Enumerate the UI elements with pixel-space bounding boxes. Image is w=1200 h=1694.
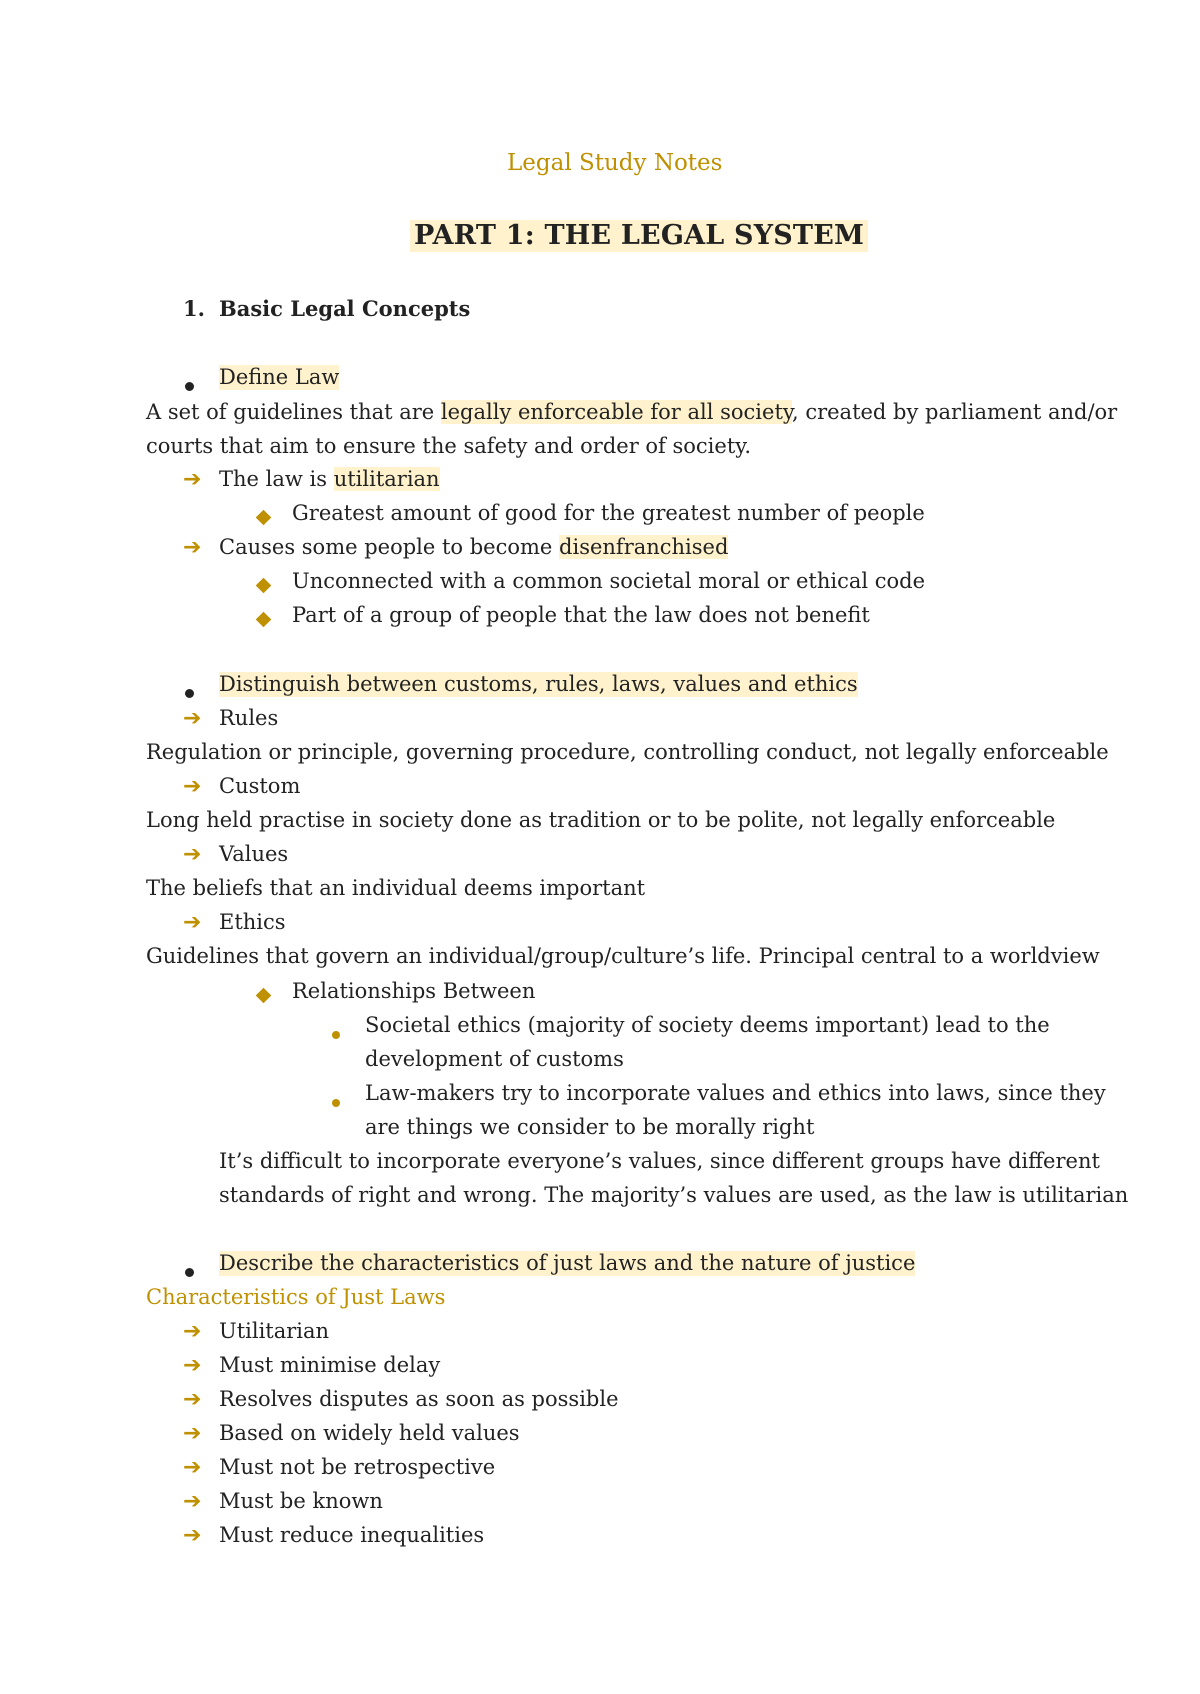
arrow-right-icon: ➔ xyxy=(183,1421,202,1446)
arrow-right-icon: ➔ xyxy=(183,1387,202,1412)
arrow-right-icon: ➔ xyxy=(183,1319,202,1344)
arrow2-highlight: disenfranchised xyxy=(559,535,729,559)
arrow2-pre: Causes some people to become xyxy=(219,535,560,559)
values-text: The beliefs that an individual deems important xyxy=(146,876,646,900)
arrow-right-icon: ➔ xyxy=(183,535,202,560)
arrow2-sub-item-2: Part of a group of people that the law does not benefit xyxy=(292,603,870,627)
bullet-dot-icon xyxy=(185,679,194,704)
just-law-item: Resolves disputes as soon as possible xyxy=(219,1387,619,1411)
just-law-item: Must minimise delay xyxy=(219,1353,441,1377)
part-heading: PART 1: THE LEGAL SYSTEM xyxy=(410,220,868,252)
define-law-paragraph-line1 xyxy=(146,400,1117,425)
define-law-para-pre: A set of guidelines that are xyxy=(146,400,441,424)
diamond-icon xyxy=(258,504,269,529)
rules-text: Regulation or principle, governing procedure, controlling conduct, not legally enforceable xyxy=(146,740,1109,764)
arrow-right-icon: ➔ xyxy=(183,1455,202,1480)
relationship-1-line1: Societal ethics (majority of society deems important) lead to the xyxy=(365,1013,1050,1037)
just-law-item: Must be known xyxy=(219,1489,383,1513)
define-law-para-post: , created by parliament and/or xyxy=(791,400,1118,424)
arrow-right-icon: ➔ xyxy=(183,1353,202,1378)
arrow-right-icon: ➔ xyxy=(183,1523,202,1548)
bullet-dot-icon xyxy=(185,1258,194,1283)
bullet-dot-icon xyxy=(185,372,194,397)
ethics-label: Ethics xyxy=(219,910,286,934)
describe-heading: Describe the characteristics of just laws and the nature of justice xyxy=(219,1251,916,1275)
custom-label: Custom xyxy=(219,774,301,798)
arrow-right-icon: ➔ xyxy=(183,1489,202,1514)
just-law-item: Must not be retrospective xyxy=(219,1455,496,1479)
arrow2-sub-item-1: Unconnected with a common societal moral or ethical code xyxy=(292,569,926,593)
rules-label: Rules xyxy=(219,706,279,730)
relationships-label: Relationships Between xyxy=(292,979,536,1003)
arrow-right-icon: ➔ xyxy=(183,842,202,867)
custom-text: Long held practise in society done as tradition or to be polite, not legally enforceable xyxy=(146,808,1056,832)
relationship-2-line2: are things we consider to be morally right xyxy=(365,1115,815,1139)
relationship-2-line1: Law-makers try to incorporate values and ethics into laws, since they xyxy=(365,1081,1106,1105)
diamond-icon xyxy=(258,606,269,631)
define-law-arrow2 xyxy=(219,535,728,560)
define-law-heading: Define Law xyxy=(219,365,340,389)
define-law-para-highlight: legally enforceable for all society xyxy=(440,400,792,424)
arrow-right-icon: ➔ xyxy=(183,910,202,935)
just-laws-subheading: Characteristics of Just Laws xyxy=(146,1285,446,1309)
just-law-item: Utilitarian xyxy=(219,1319,330,1343)
ethics-text: Guidelines that govern an individual/group/culture’s life. Principal central to a worldview xyxy=(146,944,1100,968)
document-title: Legal Study Notes xyxy=(507,150,723,176)
section-number: 1. xyxy=(183,296,205,321)
arrow1-sub-item: Greatest amount of good for the greatest number of people xyxy=(292,501,925,525)
arrow-right-icon: ➔ xyxy=(183,774,202,799)
diamond-icon xyxy=(258,572,269,597)
relationship-1-line2: development of customs xyxy=(365,1047,624,1071)
values-label: Values xyxy=(219,842,289,866)
define-law-paragraph-line2: courts that aim to ensure the safety and order of society. xyxy=(146,434,752,458)
section-title: Basic Legal Concepts xyxy=(219,296,471,321)
just-law-item: Must reduce inequalities xyxy=(219,1523,485,1547)
define-law-arrow1 xyxy=(219,467,440,492)
arrow-right-icon: ➔ xyxy=(183,467,202,492)
arrow-right-icon: ➔ xyxy=(183,706,202,731)
just-law-item: Based on widely held values xyxy=(219,1421,520,1445)
distinguish-heading: Distinguish between customs, rules, laws, values and ethics xyxy=(219,672,858,696)
diamond-icon xyxy=(258,982,269,1007)
note-line2: standards of right and wrong. The majority’s values are used, as the law is utilitarian xyxy=(219,1183,1129,1207)
small-dot-icon xyxy=(332,1088,340,1113)
note-line1: It’s difficult to incorporate everyone’s values, since different groups have different xyxy=(219,1149,1100,1173)
small-dot-icon xyxy=(332,1020,340,1045)
arrow1-pre: The law is xyxy=(219,467,334,491)
arrow1-highlight: utilitarian xyxy=(333,467,440,491)
